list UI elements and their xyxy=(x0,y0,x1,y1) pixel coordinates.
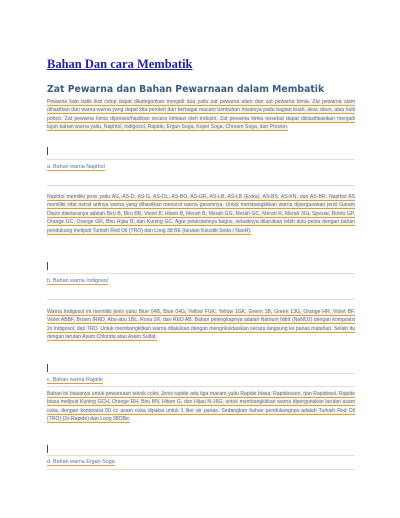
text-cursor xyxy=(47,445,48,453)
divider xyxy=(47,373,355,374)
subheading-indigosol: b. Bahan warna Indigosol xyxy=(47,278,108,284)
text-cursor xyxy=(47,262,48,270)
divider xyxy=(47,273,355,274)
text-cursor xyxy=(47,147,48,155)
subheading-ergan-soga: d. Bahan warna Ergan Soga xyxy=(47,459,115,465)
page-title[interactable]: Bahan Dan cara Membatik xyxy=(47,57,193,71)
napthol-paragraph: Naphtol memiliki jenis yaitu AG, AS-D, AS-G, AS-OL, AS-BO, AS-GR, AS-LB, AS-LB (Extra), AS-BS, AS-KN, dan AS-BR. Napthol AS memiliki sifat netral artinya warna yang dihasilkan menurut warna garamnya. Untuk membangkitkan warna dipergunakan jenis Garam Diazo diantaranya adalah Biru B, Biru BB, Violet B, Hitam B, Merah B, Merah GG, Merah GC, Merah R, Merah 3GL Spesial, Bordo GP, Orange GC, Orange GR, Biru Hijau B, dan Kuning GC. Agar pelarutannya bagus, sebaiknya dilarutkan lebih dulu pesta dengan bahan pendukung meliputi Turkish Red Oil (TRO) dan Loog 38 BE (larutan Kaustik Soda / NaoH). xyxy=(47,194,355,234)
divider xyxy=(47,299,355,300)
intro-text: Pewarna kain batik ikat celup dapat dikategorikan menjadi dua yaitu zat pewarna alam dan zat pewarna kimia. Zat pewarna alam dihasilkan dari warna-warna yang dapat kita peroleh dari berbagai macam tumbuhan misalnya pada bagian buah, akar, daun, atau kulit pohon. Zat pewarna kimia diproses/hasilkan secara kimiawi oleh industri. Zat pewarna kimia tersebut dapat diklasifikasikan menjadi tujuh bahan warna yaitu, Naphtol, Indigosol, Rapide, Ergan Soga, Kopel Soga, Chroom Soga, dan Prosion. xyxy=(47,99,355,131)
text-cursor xyxy=(47,364,48,372)
indigosol-paragraph: Warna Indigosol ini memiliki jenis yaitu Blue 04B, Blue 04G, Yellow FGK, Yellow 1GK, Green 1B, Green 13G, Orange HR, Violet BF, Violet ABBF, Brown IRRD, Abu-abu 1BL, Rosa 1R, dan RED AB. Bahan pelengkapnya adalah Natrium Nitrit (NaNO2) dengan komposisi 2x indigosol, dan TRO. Untuk membangkitkan warna dilakukan dengan mengoksidasikan secara langsung ke panas matahari. Selain itu dengan larutan Asam Chlorida atau Asam Sulfat. xyxy=(47,309,355,341)
divider xyxy=(47,469,355,470)
subheading-napthol: a. Bahan warna Napthol xyxy=(47,164,105,170)
divider xyxy=(47,185,355,186)
section-heading: Zat Pewarna dan Bahan Pewarnaan dalam Membatik xyxy=(47,84,325,95)
divider xyxy=(47,386,355,387)
rapide-paragraph: Bahan ini biasanya untuk pewarnaan teknik colet. Jenis rapide ada tiga macam yaitu Rapide biasa, Rapidasoen, dan Rapidosol. Rapide biasa meliputi Kuning GCH, Orange RH, Biru BN, Hitam G, dan Hijau N-16G, untuk membangkitkan warna dipergunakan larutan asam cuka, dengan komposisi 50 cc asam cuka dipakai untuk 1 liter air panas. Sedangkan bahan pendukungnya adalah Turkish Red Oil (TRO) (2x Rapide) dan Loog 38OBe. xyxy=(47,391,355,423)
intro-paragraph xyxy=(47,98,355,132)
subheading-rapide: c. Bahan warna Rapide xyxy=(47,377,104,383)
divider xyxy=(47,159,355,160)
divider xyxy=(47,455,355,456)
